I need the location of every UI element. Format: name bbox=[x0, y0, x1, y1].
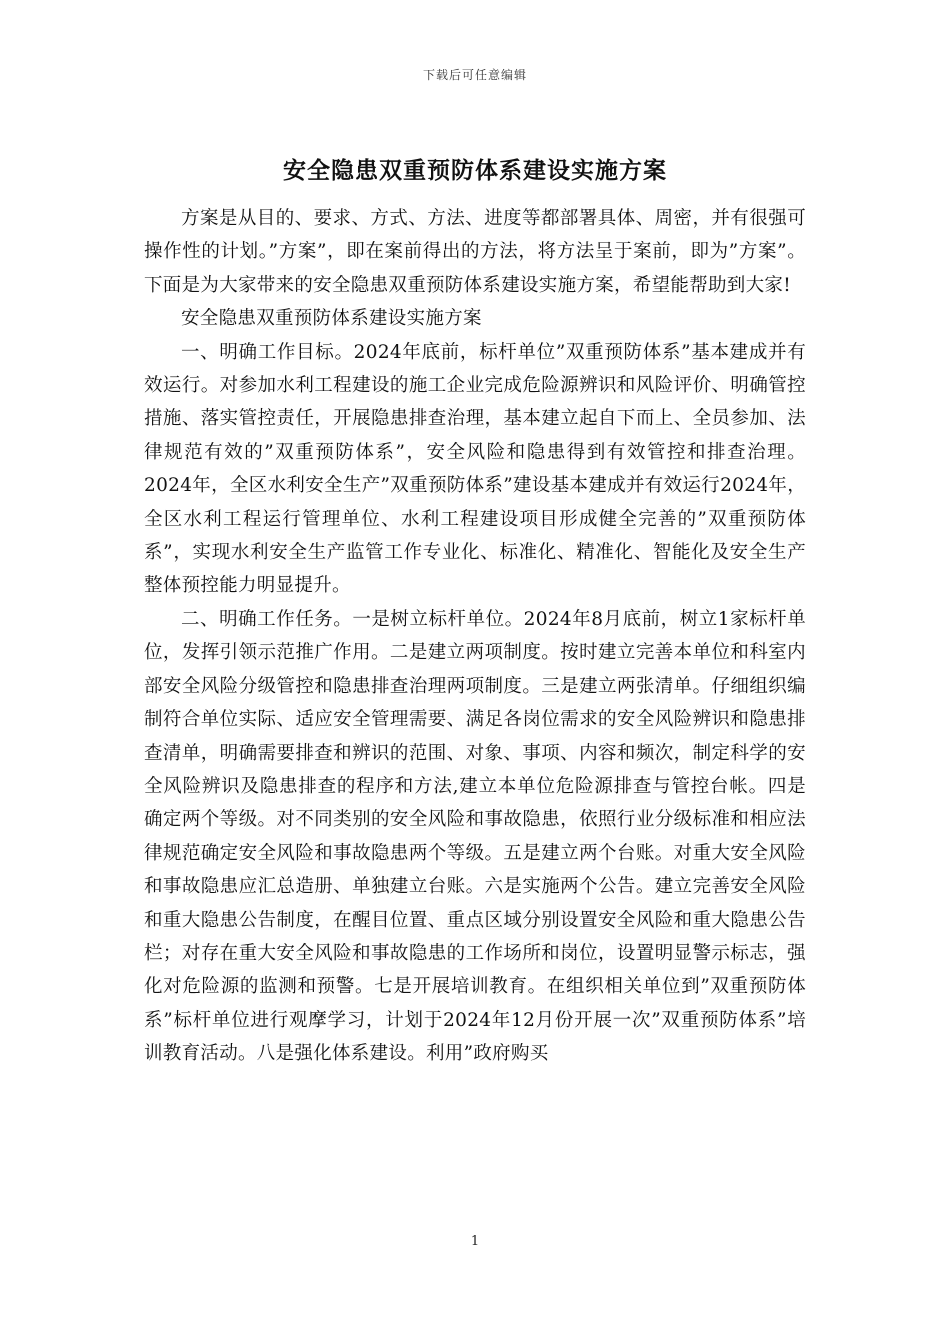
document-body bbox=[144, 202, 806, 1071]
document-title: 安全隐患双重预防体系建设实施方案 bbox=[283, 157, 667, 184]
work-task-paragraph: 二、明确工作任务。一是树立标杆单位。2024年8月底前，树立1家标杆单位，发挥引领示范推广作用。二是建立两项制度。按时建立完善本单位和科室内部安全风险分级管控和隐患排查治理两项制度。三是建立两张清单。仔细组织编制符合单位实际、适应安全管理需要、满足各岗位需求的安全风险辨识和隐患排查清单，明确需要排查和辨识的范围、对象、事项、内容和频次，制定科学的安全风险辨识及隐患排查的程序和方法,建立本单位危险源排查与管控台帐。四是确定两个等级。对不同类别的安全风险和事故隐患，依照行业分级标准和相应法律规范确定安全风险和事故隐患两个等级。五是建立两个台账。对重大安全风险和事故隐患应汇总造册、单独建立台账。六是实施两个公告。建立完善安全风险和重大隐患公告制度，在醒目位置、重点区域分别设置安全风险和重大隐患公告栏；对存在重大安全风险和事故隐患的工作场所和岗位，设置明显警示标志，强化对危险源的监测和预警。七是开展培训教育。在组织相关单位到”双重预防体系”标杆单位进行观摩学习，计划于2024年12月份开展一次”双重预防体系”培训教育活动。八是强化体系建设。利用”政府购买 bbox=[144, 608, 806, 1065]
section-heading: 安全隐患双重预防体系建设实施方案 bbox=[181, 308, 482, 330]
header-note: 下载后可任意编辑 bbox=[422, 68, 527, 82]
intro-paragraph: 方案是从目的、要求、方式、方法、进度等都部署具体、周密，并有很强可操作性的计划。”方案”，即在案前得出的方法，将方法呈于案前，即为”方案”。下面是为大家带来的安全隐患双重预防体系建设实施方案，希望能帮助到大家! bbox=[144, 208, 806, 296]
work-goal-paragraph: 一、明确工作目标。2024年底前，标杆单位”双重预防体系”基本建成并有效运行。对参加水利工程建设的施工企业完成危险源辨识和风险评价、明确管控措施、落实管控责任，开展隐患排查治理，基本建立起自下而上、全员参加、法律规范有效的”双重预防体系”，安全风险和隐患得到有效管控和排查治理。2024年，全区水利安全生产”双重预防体系”建设基本建成并有效运行2024年，全区水利工程运行管理单位、水利工程建设项目形成健全完善的”双重预防体系”，实现水利安全生产监管工作专业化、标准化、精准化、智能化及安全生产整体预控能力明显提升。 bbox=[144, 341, 806, 597]
page-number: 1 bbox=[470, 1234, 480, 1249]
